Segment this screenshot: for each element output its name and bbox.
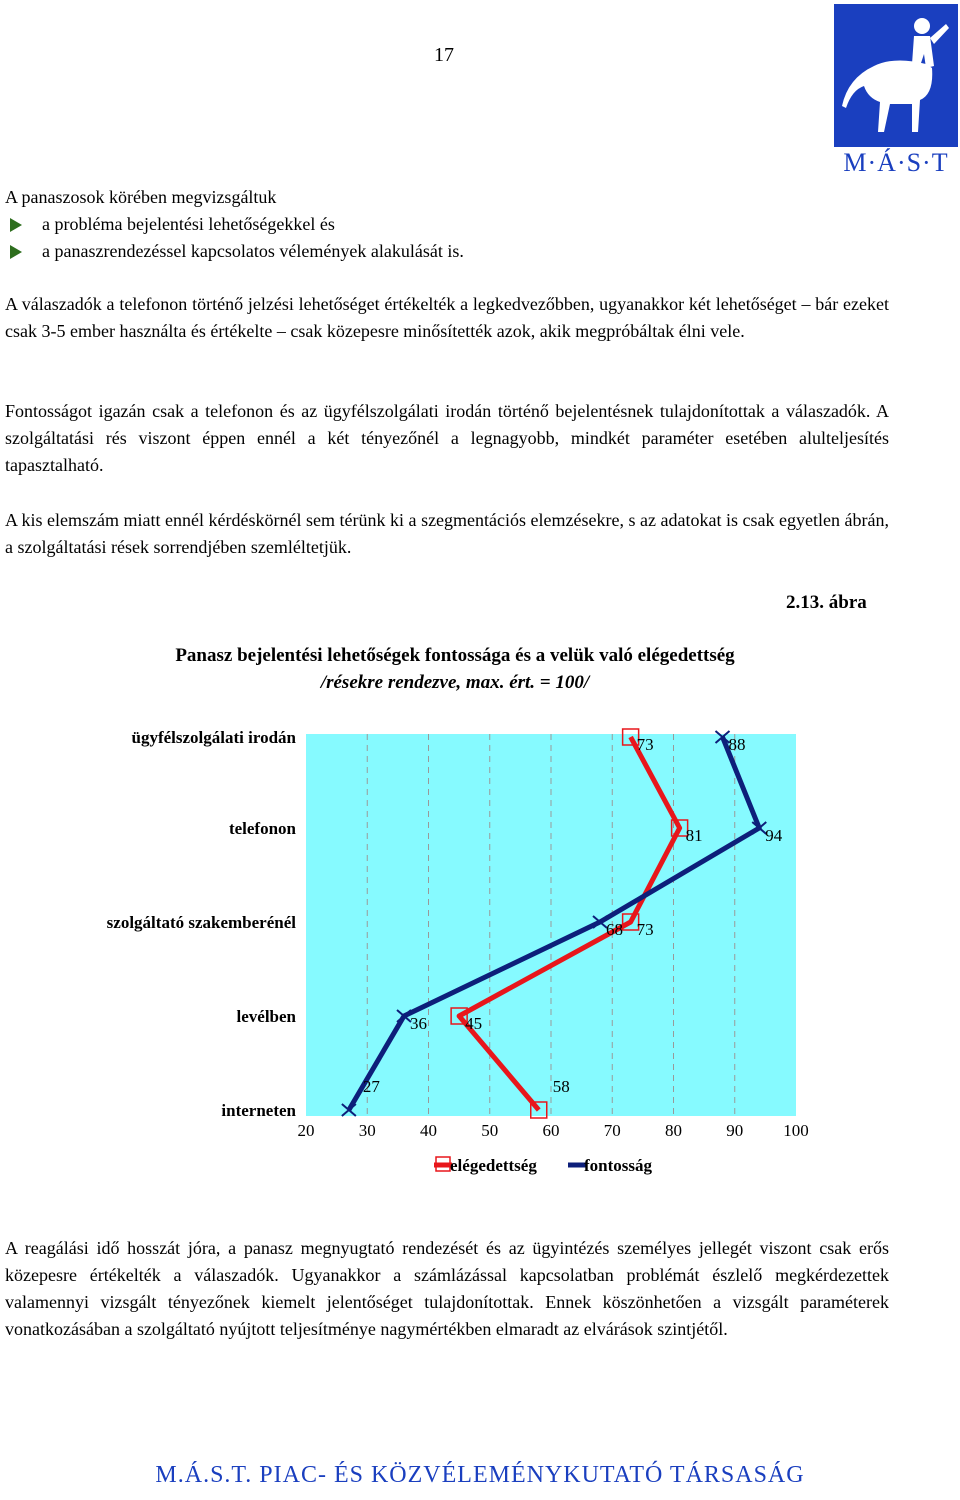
logo-text: M·Á·S·T	[843, 148, 949, 177]
x-tick-label: 60	[542, 1121, 560, 1140]
figure-label: 2.13. ábra	[786, 592, 867, 613]
data-label: 88	[728, 735, 746, 754]
arrow-bullet-icon	[10, 245, 22, 259]
chart-title-main: Panasz bejelentési lehetőségek fontossága és a velük való elégedettség	[175, 645, 735, 666]
chart-subtitle: /résekre rendezve, max. ért. = 100/	[320, 672, 590, 693]
x-tick-label: 100	[783, 1121, 809, 1140]
x-tick-label: 70	[603, 1121, 621, 1140]
footer: M.Á.S.T. PIAC- ÉS KÖZVÉLEMÉNYKUTATÓ TÁRSASÁG	[155, 1462, 805, 1488]
mast-logo	[834, 4, 958, 176]
page-number: 17	[434, 44, 454, 66]
data-label: 36	[410, 1014, 427, 1033]
category-label: szolgáltató szakemberénél	[106, 913, 296, 932]
data-label: 73	[636, 735, 654, 754]
data-label: 58	[552, 1077, 570, 1096]
x-tick-label: 80	[665, 1121, 682, 1140]
category-label: ügyfélszolgálati irodán	[131, 728, 296, 747]
data-label: 73	[636, 920, 654, 939]
data-label: 68	[606, 920, 623, 939]
paragraph-4: A reagálási idő hosszát jóra, a panasz megnyugtató rendezését és az ügyintézés személyes jellegét viszont csak erős közepesre értékelték a válaszadók. Ugyanakkor a számlázással kapcsolatban problémát észlelő megkérdezettek valamennyi vizsgált tényezőnek kiemelt jelentőséget tulajdonítottak. Ennek köszönhetően a vizsgált paraméterek vonatkozásában a szolgáltató nyújtott teljesítménye nagymértékben elmaradt az elvárások szintjétől.	[5, 1238, 889, 1339]
chart-title	[60, 642, 850, 696]
x-tick-label: 40	[420, 1121, 437, 1140]
x-tick-label: 90	[726, 1121, 744, 1140]
data-label: 27	[362, 1077, 380, 1096]
legend-label: elégedettség	[450, 1156, 537, 1175]
category-label: telefonon	[228, 819, 296, 838]
bullet-item	[10, 211, 464, 238]
category-label: interneten	[221, 1101, 296, 1120]
bullet-text: a probléma bejelentési lehetőségekkel és	[42, 214, 335, 234]
x-tick-label: 30	[358, 1121, 376, 1140]
data-label: 45	[465, 1014, 483, 1033]
line-chart	[0, 700, 960, 1190]
paragraph-2: Fontosságot igazán csak a telefonon és az ügyfélszolgálati irodán történő bejelentésnek tulajdonítottak a válaszadók. A szolgáltatási rés viszont éppen ennél a két tényezőnél a legnagyobb, mindkét paraméter esetében alulteljesítés tapasztalható.	[5, 401, 889, 475]
x-tick-label: 20	[297, 1121, 315, 1140]
arrow-bullet-icon	[10, 218, 22, 232]
data-label: 94	[765, 826, 783, 845]
x-tick-label: 50	[481, 1121, 499, 1140]
intro-text: A panaszosok körében megvizsgáltuk	[5, 187, 277, 207]
centaur-logo-icon	[834, 4, 958, 147]
bullet-list	[10, 211, 464, 265]
legend-label: fontosság	[584, 1156, 653, 1175]
paragraph-1: A válaszadók a telefonon történő jelzési lehetőséget értékelték a legkedvezőbben, ugyanakkor két lehetőséget – bár ezeket csak 3-5 ember használta és értékelte – csak közepesre minősítették azok, akik megpróbáltak élni vele.	[5, 294, 889, 341]
paragraph-3: A kis elemszám miatt ennél kérdéskörnél sem térünk ki a szegmentációs elemzésekre, s az adatokat is csak egyetlen ábrán, a szolgáltatási rések sorrendjében szemléltetjük.	[5, 510, 889, 557]
bullet-text: a panaszrendezéssel kapcsolatos vélemények alakulását is.	[42, 241, 464, 261]
data-label: 81	[685, 826, 703, 845]
bullet-item	[10, 238, 464, 265]
category-label: levélben	[236, 1007, 296, 1026]
